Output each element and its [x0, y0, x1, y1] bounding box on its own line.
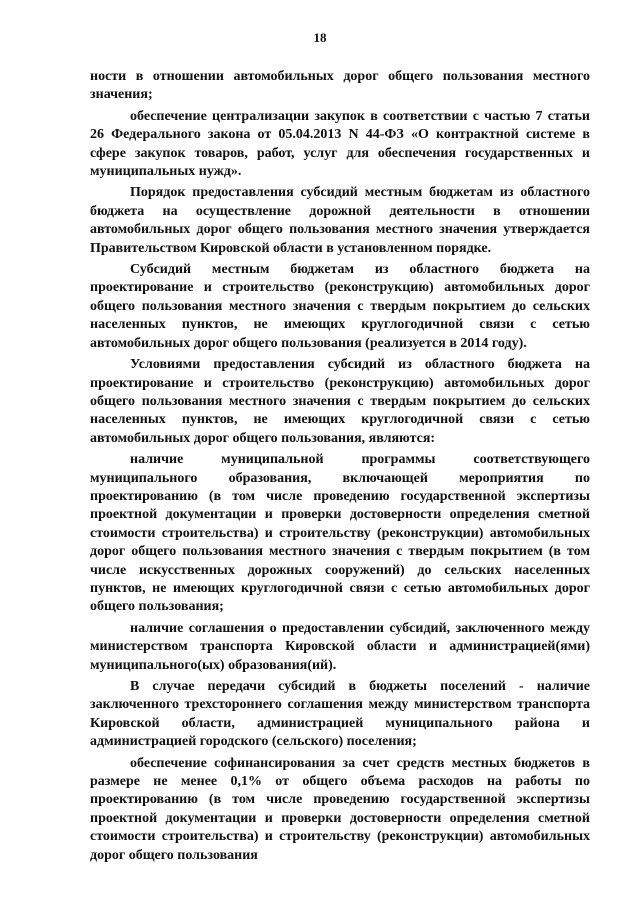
paragraph-continuation: ности в отношении автомобильных дорог общего пользования местного значения;: [90, 69, 590, 103]
paragraph-trilateral-agreement: В случае передачи субсидий в бюджеты поселений - наличие заключенного трехстороннего соглашения между министерством транспорта Кировской области, администрацией муниципального района и администрацией городского (сельского) поселения;: [90, 679, 590, 750]
page-number: 18: [313, 30, 327, 45]
paragraph-subsidy-conditions: Условиями предоставления субсидий из областного бюджета на проектирование и строительство (реконструкцию) автомобильных дорог общего пользования местного значения с твердым покрытием до сельских населенных пунктов, не имеющих круглогодичной связи с сетью автомобильных дорог общего пользования, являются:: [90, 357, 590, 446]
paragraph-subsidy-agreement: наличие соглашения о предоставлении субсидий, заключенного между министерством транспорта Кировской области и администрацией(ями) муниципального(ых) образования(ий).: [90, 620, 590, 673]
paragraph-subsidy-procedure: Порядок предоставления субсидий местным бюджетам из областного бюджета на осуществление дорожной деятельности в отношении автомобильных дорог общего пользования местного значения утверждается Правительством Кировской области в установленном порядке.: [90, 185, 590, 256]
paragraph-municipal-program: наличие муниципальной программы соответствующего муниципального образования, включающей мероприятия по проектированию (в том числе проведению государственной экспертизы проектной документации и проверки достоверности определения сметной стоимости строительства) и строительству (реконструкции) автомобильных дорог общего пользования местного значения с твердым покрытием (в том числе искусственных дорожных сооружений) до сельских населенных пунктов, не имеющих круглогодичной связи с сетью автомобильных дорог общего пользования;: [90, 452, 590, 615]
paragraph-subsidy-design-construction: Субсидий местным бюджетам из областного бюджета на проектирование и строительство (реконструкцию) автомобильных дорог общего пользования местного значения с твердым покрытием до сельских населенных пунктов, не имеющих круглогодичной связи с сетью автомобильных дорог общего пользования (реализуется в 2014 году).: [90, 262, 590, 351]
paragraph-procurement-centralization: обеспечение централизации закупок в соответствии с частью 7 статьи 26 Федерального закона от 05.04.2013 N 44-ФЗ «О контрактной системе в сфере закупок товаров, работ, услуг для обеспечения государственных и муниципальных нужд».: [90, 108, 590, 180]
document-body: [90, 68, 590, 868]
paragraph-co-financing: обеспечение софинансирования за счет средств местных бюджетов в размере не менее 0,1% от общего объема расходов на работы по проектированию (в том числе проведению государственной экспертизы проектной документации и проверки достоверности определения сметной стоимости строительства) и строительству (реконструкции) автомобильных дорог общего пользования: [90, 755, 590, 863]
